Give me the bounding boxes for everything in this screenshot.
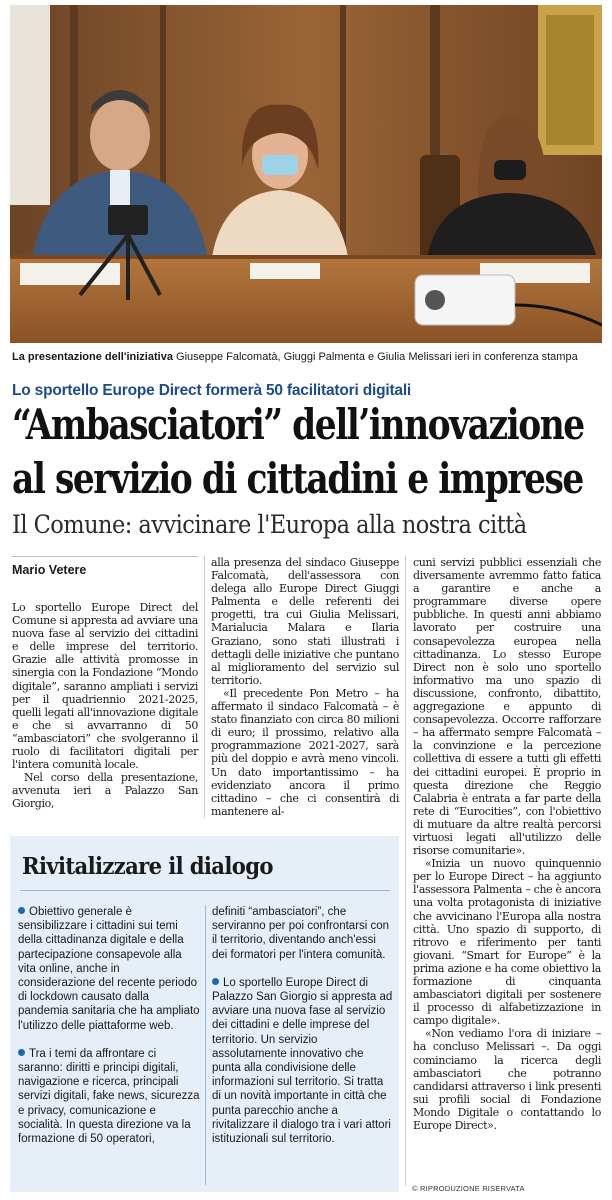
photo-illustration (10, 5, 602, 343)
bullet-dot-icon (18, 907, 25, 914)
box-bullet-text: Obiettivo generale è sensibilizzare i cittadini sui temi della cittadinanza digitale e della partecipazione consapevole alla vita online, anche in considerazione del recente periodo di lockdown causato dalla pandemia sanitaria che ha ampliato l'utilizzo delle piattaforme web. (18, 906, 200, 1032)
photo-caption (12, 350, 604, 364)
article-paragraph: «Non vediamo l'ora di iniziare – ha concluso Melissari –. Da oggi cominciamo la ricerca degli ambasciatori che potranno candidarsi attraverso i link presenti sui profili social di Fondazione Mondo Digitale o contattando lo Europe Direct». (413, 1027, 601, 1133)
column-divider (405, 556, 406, 1186)
article-paragraph: «Inizia un nuovo quinquennio per lo Europe Direct – ha aggiunto l'assessora Palmenta – che è ancora una volta protagonista di iniziative che avvicinano l'Europa alla nostra città. Uno spazio di supporto, di ritrovo e riferimento per tanti giovani. “Smart for Europe” è la prima azione e ha come obiettivo la formazione di cinquanta ambasciatori digitali per sostenere il processo di alfabetizzazione in campo digitale». (413, 857, 601, 1028)
box-bullet (212, 976, 394, 1146)
headline-line-2: al servizio di cittadini e imprese (12, 454, 583, 503)
box-bullet (18, 905, 200, 1033)
article-paragraph: Nel corso della presentazione, avvenuta ieri a Palazzo San Giorgio, (12, 771, 198, 811)
article-paragraph: «Il precedente Pon Metro – ha affermato il sindaco Falcomatà – è stato finanziato con circa 80 milioni di euro; il prossimo, relativo alla programmazione 2021-2027, sarà più del doppio e avrà meno vincoli. Un dato importantissimo – ha evidenziato ancora il primo cittadino – che ci consentirà di mantenere al- (211, 686, 399, 818)
box-column-left (18, 905, 200, 1160)
box-column-divider (205, 905, 206, 1185)
headline-line-1: “Ambasciatori” dell’innovazione (12, 400, 584, 449)
box-bullet-text: Lo sportello Europe Direct di Palazzo San Giorgio si appresta ad avviare una nuova fase al servizio dei cittadini e delle imprese del territorio. Un servizio assolutamente innovativo che punta alla condivisione delle informazioni sul territorio. Si tratta di un novità importante in città che punta parecchio anche a rivitalizzare il dialogo tra i vari attori istituzionali sul territorio. (212, 976, 393, 1146)
column-divider (204, 556, 205, 818)
press-conference-photo (10, 5, 602, 343)
copyright-footer: © RIPRODUZIONE RISERVATA (412, 1184, 525, 1193)
article-paragraph: alla presenza del sindaco Giuseppe Falcomatà, dell'assessora con delega allo Europe Direct Giuggi Palmenta e delle referenti dei progetti, tra cui Giulia Melissari, Marialucia Malara e Ilaria Graziano, sono stati illustrati i dettagli delle iniziative che puntano al miglioramento del servizio sul territorio. (211, 556, 399, 687)
article-column-1 (12, 601, 198, 811)
box-title: Rivitalizzare il dialogo (22, 853, 273, 880)
box-column-right (212, 905, 394, 1160)
article-paragraph: Lo sportello Europe Direct del Comune si appresta ad avviare una nuova fase al servizio dei cittadini e delle imprese del territorio. Grazie alle attività promosse in sinergia con la Fondazione “Mondo digitale”, saranno ampliati i servizi per il quadriennio 2021-2025, quelli legati all'innovazione digitale e che si avvarranno di 50 “ambasciatori” che svolgeranno il ruolo di facilitatori digitali per l'intera comunità locale. (12, 601, 198, 772)
author-byline: Mario Vetere (12, 563, 87, 577)
bullet-dot-icon (212, 978, 219, 985)
box-bullet-text: Tra i temi da affrontare ci saranno: diritti e principi digitali, navigazione e ricerca, principali servizi digitali, fake news, sicurezza e privacy, comunicazione e socialità. In questa direzione va la formazione di 50 operatori, (18, 1047, 200, 1146)
author-rule (12, 556, 198, 557)
caption-text: Giuseppe Falcomatà, Giuggi Palmenta e Giulia Melissari ieri in conferenza stampa (172, 351, 578, 363)
article-column-2 (211, 556, 399, 818)
bullet-dot-icon (18, 1049, 25, 1056)
article-column-3 (413, 556, 601, 1132)
headline (12, 398, 584, 506)
kicker: Lo sportello Europe Direct formerà 50 facilitatori digitali (12, 382, 412, 399)
subhead: Il Comune: avvicinare l'Europa alla nostra città (12, 510, 527, 539)
article-paragraph: cuni servizi pubblici essenziali che diversamente avremmo fatto fatica a garantire e anche a programmare diverse opere pubbliche. In questi anni abbiamo lavorato per costruire una consapevolezza europea nella cittadinanza. Lo stesso Europe Direct non è solo uno sportello informativo ma uno spazio di discussione, confronto, dibattito, aggregazione e appunto di consapevolezza. Occorre rafforzare – ha affermato sempre Falcomatà – la convinzione e la percezione collettiva di essere a tutti gli effetti dei cittadini europei. È proprio in questa direzione che Reggio Calabria è entrata a far parte della rete di “Eurocities”, con l'obiettivo di mutuare da altre realtà percorsi virtuosi legati all'utilizzo delle risorse comunitarie». (413, 556, 601, 858)
box-bullet (18, 1047, 200, 1146)
box-continuation: definiti “ambasciatori”, che serviranno per poi confrontarsi con il territorio, diventando anch'essi dei formatori per l'intera comunità. (212, 906, 390, 961)
caption-bold: La presentazione dell'iniziativa (12, 351, 173, 363)
box-title-rule (20, 890, 390, 891)
